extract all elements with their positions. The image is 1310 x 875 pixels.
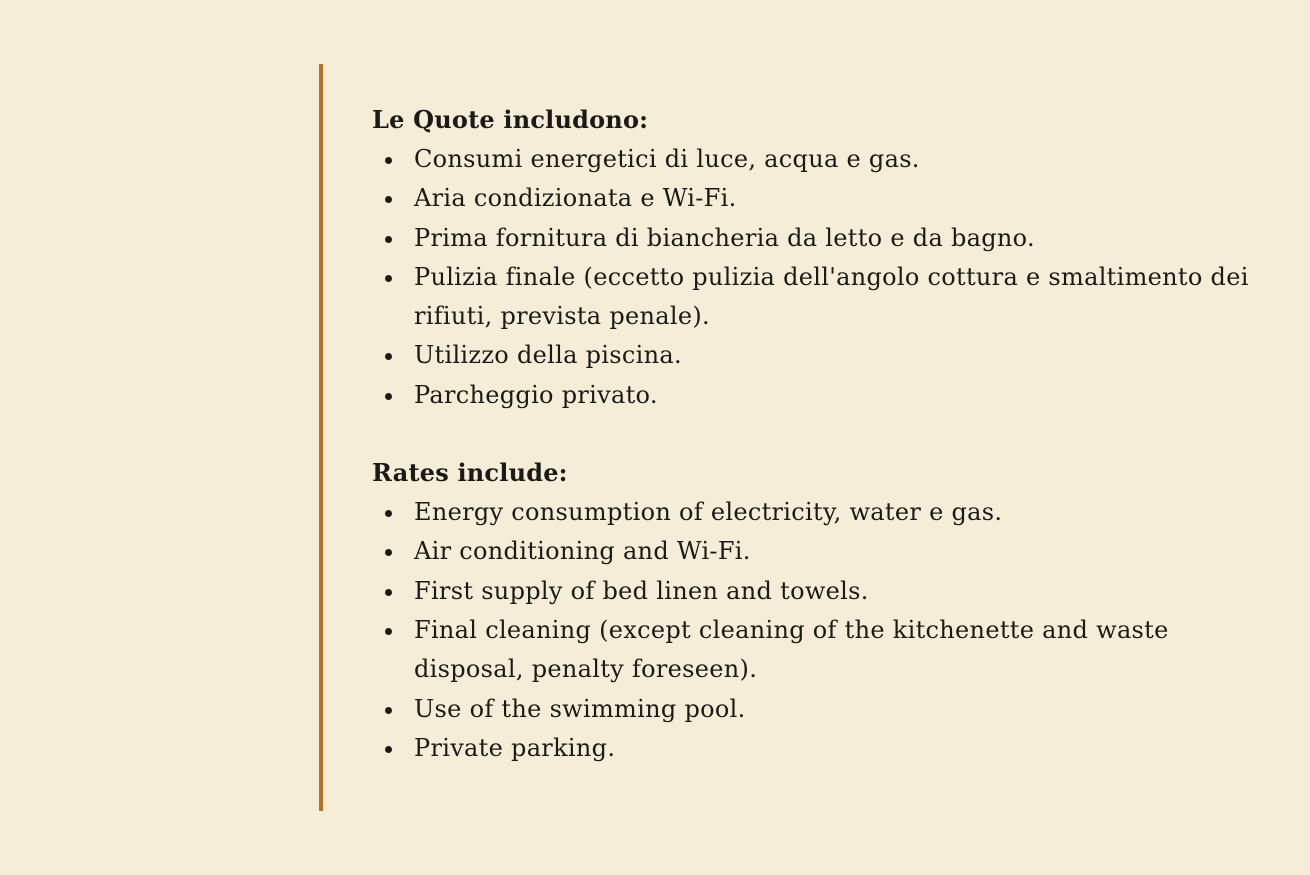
list-item bbox=[372, 258, 1272, 337]
italian-heading: Le Quote includono: bbox=[372, 105, 649, 134]
list-item bbox=[372, 493, 1272, 532]
list-item bbox=[372, 179, 1272, 218]
english-section bbox=[372, 453, 1272, 768]
list-item-text: Use of the swimming pool. bbox=[414, 694, 746, 723]
bullet-icon bbox=[385, 707, 392, 714]
list-item-text: Utilizzo della piscina. bbox=[414, 341, 682, 370]
list-item-text: Aria condizionata e Wi-Fi. bbox=[414, 184, 737, 213]
list-item-text: Prima fornitura di biancheria da letto e da bagno. bbox=[414, 223, 1035, 252]
bullet-icon bbox=[385, 746, 392, 753]
list-item-text: Energy consumption of electricity, water e gas. bbox=[414, 498, 1003, 527]
list-item bbox=[372, 690, 1272, 729]
list-item bbox=[372, 219, 1272, 258]
bullet-icon bbox=[385, 510, 392, 517]
accent-divider bbox=[319, 64, 323, 811]
bullet-icon bbox=[385, 353, 392, 360]
list-item-text: Consumi energetici di luce, acqua e gas. bbox=[414, 145, 920, 173]
list-item-text: Air conditioning and Wi-Fi. bbox=[414, 537, 751, 566]
bullet-icon bbox=[385, 393, 392, 400]
bullet-icon bbox=[385, 157, 392, 164]
english-list bbox=[372, 493, 1272, 768]
bullet-icon bbox=[385, 196, 392, 203]
bullet-icon bbox=[385, 236, 392, 243]
list-item bbox=[372, 532, 1272, 571]
list-item-text: Private parking. bbox=[414, 733, 616, 762]
list-item bbox=[372, 572, 1272, 611]
list-item bbox=[372, 376, 1272, 415]
english-heading: Rates include: bbox=[372, 458, 568, 488]
bullet-icon bbox=[385, 628, 392, 635]
italian-list bbox=[372, 140, 1272, 415]
bullet-icon bbox=[385, 275, 392, 282]
list-item bbox=[372, 140, 1272, 179]
list-item-text: First supply of bed linen and towels. bbox=[414, 576, 869, 605]
bullet-icon bbox=[385, 549, 392, 556]
italian-section bbox=[372, 100, 1272, 415]
list-item bbox=[372, 336, 1272, 375]
rates-content bbox=[372, 100, 1272, 768]
list-item-text: Parcheggio privato. bbox=[414, 380, 658, 409]
list-item bbox=[372, 729, 1272, 768]
list-item bbox=[372, 611, 1272, 690]
bullet-icon bbox=[385, 589, 392, 596]
list-item-text: Pulizia finale (eccetto pulizia dell'angolo cottura e smaltimento dei rifiuti, prevista penale). bbox=[414, 262, 1249, 331]
list-item-text: Final cleaning (except cleaning of the kitchenette and waste disposal, penalty foreseen). bbox=[414, 615, 1169, 684]
